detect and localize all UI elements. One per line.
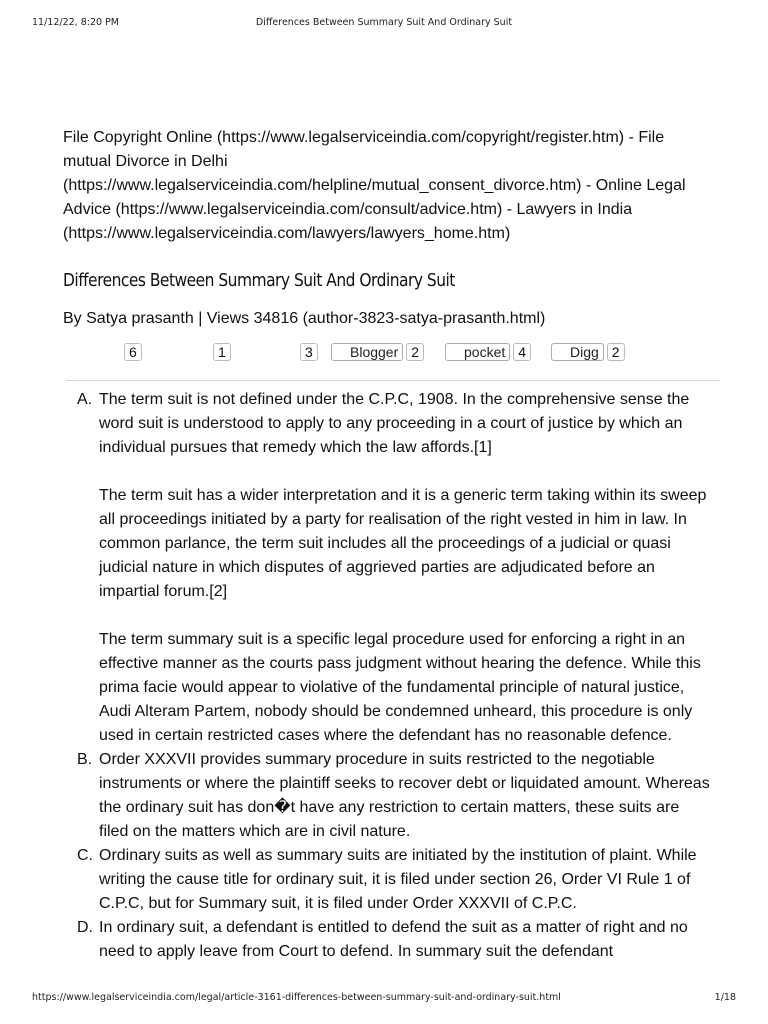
print-footer (32, 992, 736, 1003)
share-count-3: 3 (300, 343, 318, 361)
page-number: 1/18 (714, 992, 736, 1003)
list-marker: D. (77, 919, 93, 936)
list-marker: B. (77, 751, 93, 768)
print-page-title: Differences Between Summary Suit And Ordinary Suit (255, 17, 513, 28)
print-url[interactable]: https://www.legalserviceindia.com/legal/article-3161-differences-between-summary-suit-and-ordinary-suit.html (32, 992, 561, 1003)
print-datetime: 11/12/22, 8:20 PM (32, 17, 119, 28)
points-list (63, 388, 713, 964)
list-marker: A. (77, 391, 93, 408)
digg-count: 2 (607, 343, 625, 361)
paragraph: The term suit has a wider interpretation and it is a generic term taking within its sweep all proceedings initiated by a party for realisation of the right vested in him in law. In common parlance, the term suit includes all the proceedings of a judicial or quasi judicial nature in which disputes of aggrieved parties are adjudicated before an impartial forum.[2] (99, 487, 707, 600)
paragraph: Order XXXVII provides summary procedure in suits restricted to the negotiable instruments or where the plaintiff seeks to recover debt or liquidated amount. Whereas the ordinary suit has don�t have any restriction to certain matters, these suits are filed on the matters which are in civil nature. (99, 751, 710, 840)
paragraph: The term suit is not defined under the C.P.C, 1908. In the comprehensive sense the word suit is understood to apply to any proceeding in a court of justice by which an individual pursues that remedy which the law affords.[1] (99, 391, 690, 456)
paragraph: In ordinary suit, a defendant is entitled to defend the suit as a matter of right and no need to apply leave from Court to defend. In summary suit the defendant (99, 919, 688, 960)
share-count-2: 1 (213, 343, 231, 361)
pocket-count: 4 (513, 343, 531, 361)
top-links-text[interactable]: File Copyright Online (https://www.legalserviceindia.com/copyright/register.htm) - File mutual Divorce in Delhi (https://www.legalserviceindia.com/helpline/mutual_consent_divorce.htm) - Online Legal Advice (https://www.legalserviceindia.com/consult/advice.htm) - Lawyers in India (https://www.legalserviceindia.com/lawyers/lawyers_home.htm) (63, 129, 686, 242)
paragraph: The term summary suit is a specific legal procedure used for enforcing a right in an effective manner as the courts pass judgment without hearing the defence. While this prima facie would appear to violative of the fundamental principle of natural justice, Audi Alteram Partem, nobody should be condemned unheard, this procedure is only used in certain restricted cases where the defendant has no reasonable defence. (99, 631, 701, 744)
list-item (77, 916, 713, 964)
blogger-count: 2 (406, 343, 424, 361)
list-item (77, 388, 713, 748)
list-item (77, 844, 713, 916)
digg-button[interactable]: Digg (551, 343, 604, 361)
article-title: Differences Between Summary Suit And Ordinary Suit (63, 270, 455, 291)
list-marker: C. (77, 847, 93, 864)
share-count-1: 6 (124, 343, 142, 361)
pocket-button[interactable]: pocket (445, 343, 510, 361)
article-body (63, 0, 713, 1024)
list-item (77, 748, 713, 844)
article-byline[interactable]: By Satya prasanth | Views 34816 (author-3823-satya-prasanth.html) (63, 310, 546, 327)
divider (66, 380, 720, 381)
blogger-button[interactable]: Blogger (331, 343, 403, 361)
paragraph: Ordinary suits as well as summary suits are initiated by the institution of plaint. While writing the cause title for ordinary suit, it is filed under section 26, Order VI Rule 1 of C.P.C, but for Summary suit, it is filed under Order XXXVII of C.P.C. (99, 847, 697, 912)
